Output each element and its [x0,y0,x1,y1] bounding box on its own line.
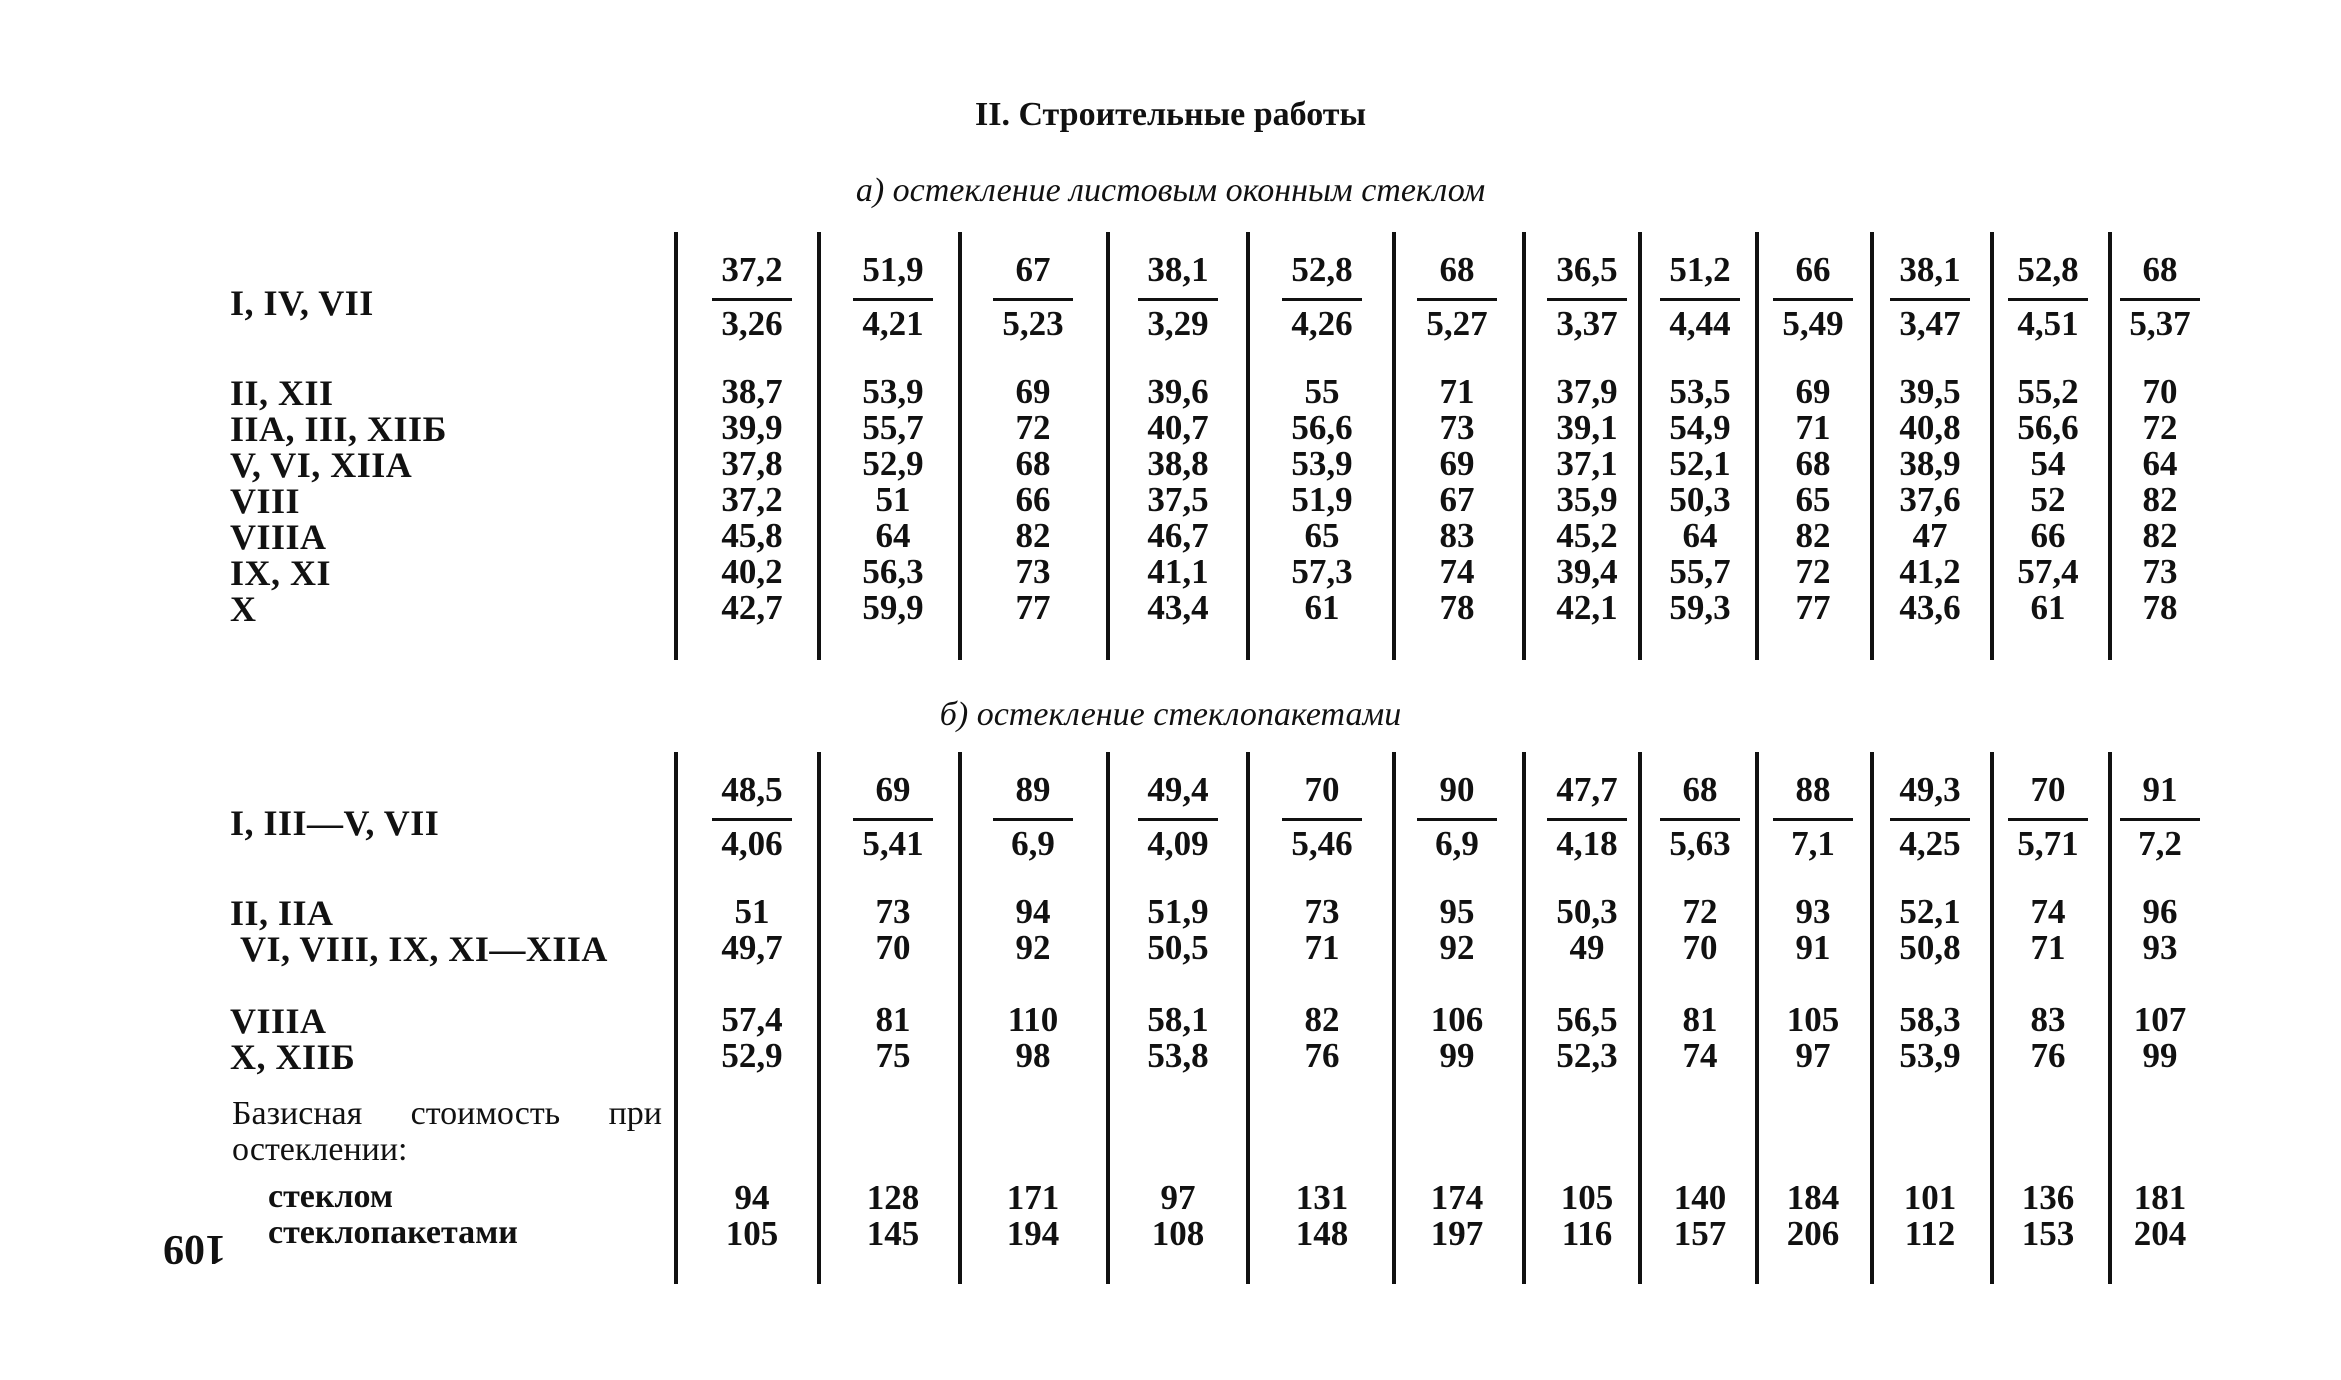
table-cell: 53,9 [862,372,924,411]
base-cost-note: Базисная стоимость при остеклении: [232,1095,662,1168]
table-cell: 37,2 [721,480,783,519]
table-cell: 157 [1673,1214,1727,1253]
table-cell: 70 [1682,928,1718,967]
table-cell: 59,9 [862,588,924,627]
fraction-denominator: 5,46 [1291,824,1353,863]
table-cell: 53,8 [1147,1036,1209,1075]
table-cell: 39,9 [721,408,783,447]
table-cell: 99 [1439,1036,1475,1075]
table-cell: 55,2 [2017,372,2079,411]
fraction-bar [993,818,1073,821]
row-label: стеклом [268,1178,394,1215]
fraction-denominator: 6,9 [1435,824,1479,863]
table-cell: 45,2 [1556,516,1618,555]
table-cell: 40,8 [1899,408,1961,447]
table-cell: 128 [866,1178,920,1217]
table-cell: 74 [1439,552,1475,591]
table-cell: 39,5 [1899,372,1961,411]
table-cell: 39,6 [1147,372,1209,411]
row-label: V, VI, XIIA [230,445,413,485]
fraction-numerator: 38,1 [1899,250,1961,289]
fraction-numerator: 66 [1795,250,1831,289]
page-number: 109 [163,1226,226,1272]
table-cell: 184 [1786,1178,1840,1217]
table-cell: 64 [875,516,911,555]
table-cell: 65 [1795,480,1831,519]
table-cell: 45,8 [721,516,783,555]
table-cell: 76 [2030,1036,2066,1075]
table-cell: 75 [875,1036,911,1075]
row-label: IX, XI [230,553,332,593]
table-cell: 136 [2021,1178,2075,1217]
fraction-denominator: 5,23 [1002,304,1064,343]
fraction-denominator: 3,37 [1556,304,1618,343]
row-label: VIIIA [230,517,327,557]
table-cell: 107 [2133,1000,2187,1039]
table-cell: 72 [2142,408,2178,447]
fraction-numerator: 68 [1439,250,1475,289]
fraction-numerator: 51,9 [862,250,924,289]
table-cell: 53,9 [1291,444,1353,483]
table-cell: 73 [1304,892,1340,931]
fraction-bar [1890,818,1970,821]
table-cell: 50,3 [1669,480,1731,519]
table-cell: 91 [1795,928,1831,967]
fraction-denominator: 4,25 [1899,824,1961,863]
table-cell: 37,6 [1899,480,1961,519]
table-cell: 64 [2142,444,2178,483]
table-cell: 81 [1682,1000,1718,1039]
table-cell: 97 [1160,1178,1196,1217]
table-cell: 194 [1006,1214,1060,1253]
table-cell: 70 [875,928,911,967]
row-label: VIIIA [230,1001,327,1041]
table-cell: 52,9 [721,1036,783,1075]
table-cell: 42,7 [721,588,783,627]
table-cell: 46,7 [1147,516,1209,555]
table-cell: 68 [1795,444,1831,483]
row-label: II, IIA [230,893,334,933]
table-cell: 54,9 [1669,408,1731,447]
table-cell: 35,9 [1556,480,1618,519]
fraction-denominator: 4,44 [1669,304,1731,343]
table-cell: 74 [1682,1036,1718,1075]
fraction-denominator: 4,09 [1147,824,1209,863]
table-cell: 65 [1304,516,1340,555]
table-cell: 153 [2021,1214,2075,1253]
table-cell: 71 [2030,928,2066,967]
table-cell: 112 [1904,1214,1956,1253]
table-cell: 50,3 [1556,892,1618,931]
table-cell: 97 [1795,1036,1831,1075]
table-cell: 148 [1295,1214,1349,1253]
fraction-numerator: 68 [2142,250,2178,289]
table-cell: 37,9 [1556,372,1618,411]
fraction-denominator: 5,63 [1669,824,1731,863]
table-cell: 70 [2142,372,2178,411]
table-cell: 61 [2030,588,2066,627]
table-cell: 108 [1151,1214,1205,1253]
table-cell: 71 [1795,408,1831,447]
fraction-bar [1138,818,1218,821]
table-cell: 64 [1682,516,1718,555]
fraction-denominator: 3,29 [1147,304,1209,343]
table-cell: 71 [1439,372,1475,411]
table-cell: 43,6 [1899,588,1961,627]
table-cell: 72 [1795,552,1831,591]
table-cell: 98 [1015,1036,1051,1075]
table-cell: 41,2 [1899,552,1961,591]
fraction-bar [1547,818,1627,821]
table-cell: 81 [875,1000,911,1039]
fraction-numerator: 52,8 [1291,250,1353,289]
table-cell: 71 [1304,928,1340,967]
table-cell: 82 [1304,1000,1340,1039]
table-cell: 56,5 [1556,1000,1618,1039]
table-cell: 82 [2142,480,2178,519]
table-cell: 72 [1015,408,1051,447]
fraction-numerator: 47,7 [1556,770,1618,809]
table-cell: 92 [1015,928,1051,967]
table-cell: 56,6 [1291,408,1353,447]
fraction-numerator: 49,3 [1899,770,1961,809]
page-title: II. Строительные работы [974,96,1367,133]
fraction-denominator: 4,26 [1291,304,1353,343]
table-cell: 40,7 [1147,408,1209,447]
table-cell: 57,4 [2017,552,2079,591]
table-cell: 54 [2030,444,2066,483]
table-cell: 58,1 [1147,1000,1209,1039]
table-cell: 72 [1682,892,1718,931]
table-cell: 106 [1430,1000,1484,1039]
fraction-numerator: 69 [875,770,911,809]
table-cell: 37,5 [1147,480,1209,519]
table-cell: 53,9 [1899,1036,1961,1075]
fraction-bar [1282,818,1362,821]
table-cell: 99 [2142,1036,2178,1075]
fraction-numerator: 51,2 [1669,250,1731,289]
table-cell: 171 [1006,1178,1060,1217]
table-cell: 55 [1304,372,1340,411]
fraction-numerator: 90 [1439,770,1475,809]
fraction-denominator: 3,26 [721,304,783,343]
table-cell: 58,3 [1899,1000,1961,1039]
table-cell: 197 [1430,1214,1484,1253]
row-label: VIII [230,481,301,521]
column-divider [1392,752,1396,1284]
fraction-numerator: 49,4 [1147,770,1209,809]
table-cell: 52,9 [862,444,924,483]
table-cell: 181 [2133,1178,2187,1217]
fraction-bar [1773,818,1853,821]
table-cell: 51 [734,892,770,931]
fraction-numerator: 70 [1304,770,1340,809]
row-label: X, XIIБ [230,1037,356,1077]
table-cell: 94 [1015,892,1051,931]
table-cell: 68 [1015,444,1051,483]
table-cell: 73 [1015,552,1051,591]
table-cell: 82 [1015,516,1051,555]
table-cell: 94 [734,1178,770,1217]
table-cell: 61 [1304,588,1340,627]
table-cell: 110 [1007,1000,1059,1039]
table-cell: 39,1 [1556,408,1618,447]
table-cell: 77 [1795,588,1831,627]
table-cell: 105 [725,1214,779,1253]
table-cell: 52,1 [1669,444,1731,483]
fraction-bar [2120,818,2200,821]
table-cell: 40,2 [721,552,783,591]
fraction-bar [2008,818,2088,821]
table-cell: 51 [875,480,911,519]
table-cell: 96 [2142,892,2178,931]
table-cell: 206 [1786,1214,1840,1253]
table-cell: 105 [1560,1178,1614,1217]
table-cell: 66 [2030,516,2066,555]
table-cell: 66 [1015,480,1051,519]
fraction-numerator: 48,5 [721,770,783,809]
fraction-numerator: 91 [2142,770,2178,809]
table-cell: 38,7 [721,372,783,411]
table-cell: 74 [2030,892,2066,931]
fraction-denominator: 4,21 [862,304,924,343]
fraction-denominator: 7,1 [1791,824,1835,863]
table-cell: 37,1 [1556,444,1618,483]
table-cell: 105 [1786,1000,1840,1039]
table-cell: 49,7 [721,928,783,967]
table-cell: 82 [2142,516,2178,555]
table-cell: 52 [2030,480,2066,519]
table-cell: 83 [2030,1000,2066,1039]
table-cell: 39,4 [1556,552,1618,591]
table-cell: 78 [2142,588,2178,627]
fraction-numerator: 52,8 [2017,250,2079,289]
table-cell: 83 [1439,516,1475,555]
fraction-denominator: 4,06 [721,824,783,863]
table-cell: 51,9 [1291,480,1353,519]
fraction-denominator: 5,27 [1426,304,1488,343]
column-divider [1106,752,1110,1284]
table-cell: 82 [1795,516,1831,555]
fraction-numerator: 70 [2030,770,2066,809]
table-cell: 73 [875,892,911,931]
column-divider [1522,752,1526,1284]
table-cell: 77 [1015,588,1051,627]
table-cell: 57,4 [721,1000,783,1039]
fraction-numerator: 38,1 [1147,250,1209,289]
column-divider [958,752,962,1284]
table-cell: 92 [1439,928,1475,967]
table-cell: 56,6 [2017,408,2079,447]
table-cell: 69 [1795,372,1831,411]
table-cell: 38,9 [1899,444,1961,483]
table-cell: 116 [1561,1214,1613,1253]
fraction-denominator: 4,18 [1556,824,1618,863]
column-divider [674,752,678,1284]
table-cell: 174 [1430,1178,1484,1217]
fraction-numerator: 89 [1015,770,1051,809]
row-label: I, IV, VII [230,283,374,323]
table-cell: 57,3 [1291,552,1353,591]
fraction-denominator: 5,41 [862,824,924,863]
section-b-subtitle: б) остекление стеклопакетами [939,696,1402,733]
column-divider [817,752,821,1284]
table-cell: 69 [1015,372,1051,411]
table-cell: 69 [1439,444,1475,483]
fraction-denominator: 5,71 [2017,824,2079,863]
table-cell: 140 [1673,1178,1727,1217]
row-label: X [230,589,257,629]
fraction-denominator: 6,9 [1011,824,1055,863]
column-divider [1246,752,1250,1284]
table-cell: 78 [1439,588,1475,627]
table-cell: 56,3 [862,552,924,591]
table-cell: 55,7 [862,408,924,447]
fraction-denominator: 5,49 [1782,304,1844,343]
table-cell: 67 [1439,480,1475,519]
table-cell: 101 [1903,1178,1957,1217]
fraction-numerator: 36,5 [1556,250,1618,289]
table-cell: 37,8 [721,444,783,483]
fraction-bar [712,818,792,821]
fraction-denominator: 3,47 [1899,304,1961,343]
table-cell: 204 [2133,1214,2187,1253]
table-cell: 50,8 [1899,928,1961,967]
fraction-numerator: 68 [1682,770,1718,809]
table-cell: 73 [2142,552,2178,591]
table-cell: 131 [1295,1178,1349,1217]
table-cell: 53,5 [1669,372,1731,411]
fraction-bar [1417,818,1497,821]
table-cell: 93 [2142,928,2178,967]
table-cell: 55,7 [1669,552,1731,591]
fraction-denominator: 7,2 [2138,824,2182,863]
fraction-bar [853,818,933,821]
row-label: IIA, III, XIIБ [230,409,447,449]
table-cell: 50,5 [1147,928,1209,967]
fraction-denominator: 4,51 [2017,304,2079,343]
table-cell: 73 [1439,408,1475,447]
table-cell: 43,4 [1147,588,1209,627]
table-cell: 95 [1439,892,1475,931]
fraction-numerator: 67 [1015,250,1051,289]
table-cell: 59,3 [1669,588,1731,627]
table-cell: 49 [1569,928,1605,967]
table-cell: 42,1 [1556,588,1618,627]
row-label: I, III—V, VII [230,803,440,843]
table-cell: 76 [1304,1036,1340,1075]
fraction-numerator: 88 [1795,770,1831,809]
row-label: VI, VIII, IX, XI—XIIA [240,929,608,969]
table-cell: 93 [1795,892,1831,931]
fraction-bar [1660,818,1740,821]
table-cell: 41,1 [1147,552,1209,591]
table-cell: 52,1 [1899,892,1961,931]
table-cell: 47 [1912,516,1948,555]
table-cell: 52,3 [1556,1036,1618,1075]
fraction-numerator: 37,2 [721,250,783,289]
fraction-denominator: 5,37 [2129,304,2191,343]
table-cell: 51,9 [1147,892,1209,931]
row-label: II, XII [230,373,334,413]
table-cell: 145 [866,1214,920,1253]
row-label: стеклопакетами [268,1214,518,1251]
table-cell: 38,8 [1147,444,1209,483]
section-a-subtitle: а) остекление листовым оконным стеклом [855,172,1486,209]
